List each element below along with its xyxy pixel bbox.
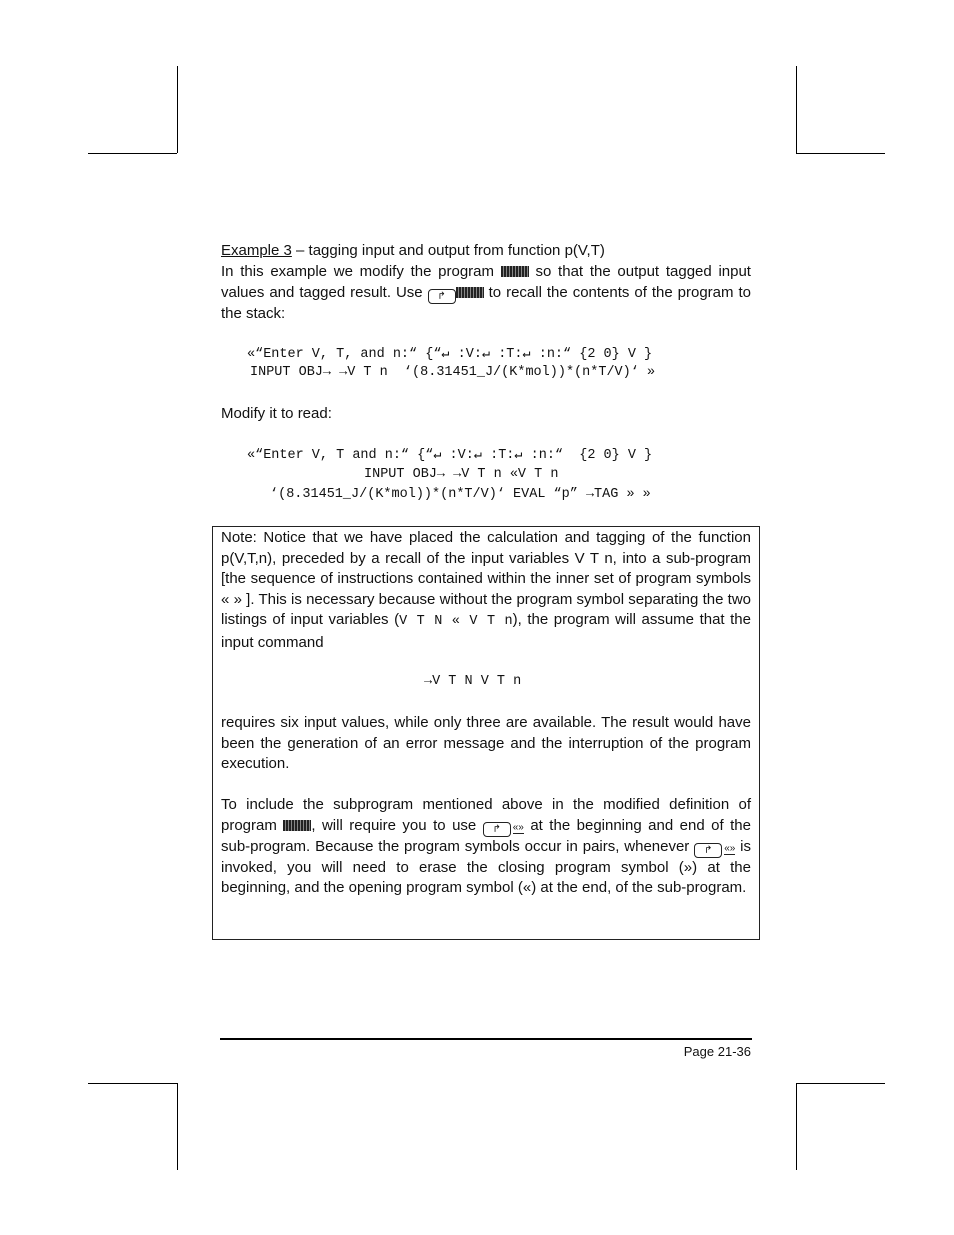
input-command: →V T N V T n: [424, 674, 522, 689]
code-line: «“Enter V, T, and n:“ {“↵ :V:↵ :T:↵ :n:“ {2 0} V }: [247, 347, 653, 362]
code-line: «“Enter V, T and n:“ {“↵ :V:↵ :T:↵ :n:“ {2 0} V }: [247, 448, 653, 463]
right-shift-key-icon: ↱: [428, 289, 456, 304]
page-number: Page 21-36: [683, 1044, 751, 1059]
right-shift-key-icon: ↱: [694, 843, 722, 858]
modify-text: Modify it to read:: [221, 405, 332, 422]
footer-rule: [220, 1038, 752, 1040]
program-variable-icon: [456, 287, 484, 298]
crop-mark: [796, 153, 885, 154]
inline-code: V T N « V T n: [399, 614, 513, 629]
code-line: INPUT OBJ→ →V T n «V T n: [364, 467, 559, 482]
crop-mark: [177, 1083, 178, 1170]
crop-mark: [88, 153, 177, 154]
crop-mark: [88, 1083, 177, 1084]
intro-paragraph: In this example we modify the program so that the output tagged input values and tagged result. Use ↱ to recall the contents of the program to the stack:: [221, 263, 751, 322]
note-paragraph: Note: Notice that we have placed the calculation and tagging of the function p(V,T,n), preceded by a recall of the input variables V T n, into a sub-program [the sequence of instructions contained within the inner set of program symbols « » ]. This is necessary because without the program symbol separating the two listings of input variables (V T N « V T n), the program will assume that the input command: [221, 529, 751, 651]
crop-mark: [796, 1083, 797, 1170]
soft-key-label: «»: [512, 821, 524, 833]
right-shift-key-icon: ↱: [483, 822, 511, 837]
example-label: Example 3: [221, 242, 292, 259]
example-title-rest: – tagging input and output from function p(V,T): [291, 242, 605, 259]
note-paragraph: To include the subprogram mentioned above in the modified definition of program , will require you to use ↱ «» at the beginning and end of the sub-program. Because the program symbols occur in pairs, whenever ↱ «» is invoked, you will need to erase the closing program symbol (») at the beginning, and the opening program symbol («) at the end, of the sub-program.: [221, 796, 752, 896]
example-title: [221, 241, 751, 262]
crop-mark: [177, 66, 178, 153]
soft-key-label: «»: [724, 842, 736, 854]
note-paragraph: requires six input values, while only three are available. The result would have been the generation of an error message and the interruption of the program execution.: [221, 714, 751, 772]
program-variable-icon: [283, 820, 311, 831]
crop-mark: [796, 1083, 885, 1084]
crop-mark: [796, 66, 797, 153]
program-variable-icon: [501, 266, 529, 277]
code-line: INPUT OBJ→ →V T n ‘(8.31451_J/(K*mol))*(n*T/V)‘ »: [250, 365, 656, 380]
code-line: ‘(8.31451_J/(K*mol))*(n*T/V)‘ EVAL “p” →TAG » »: [270, 487, 651, 502]
